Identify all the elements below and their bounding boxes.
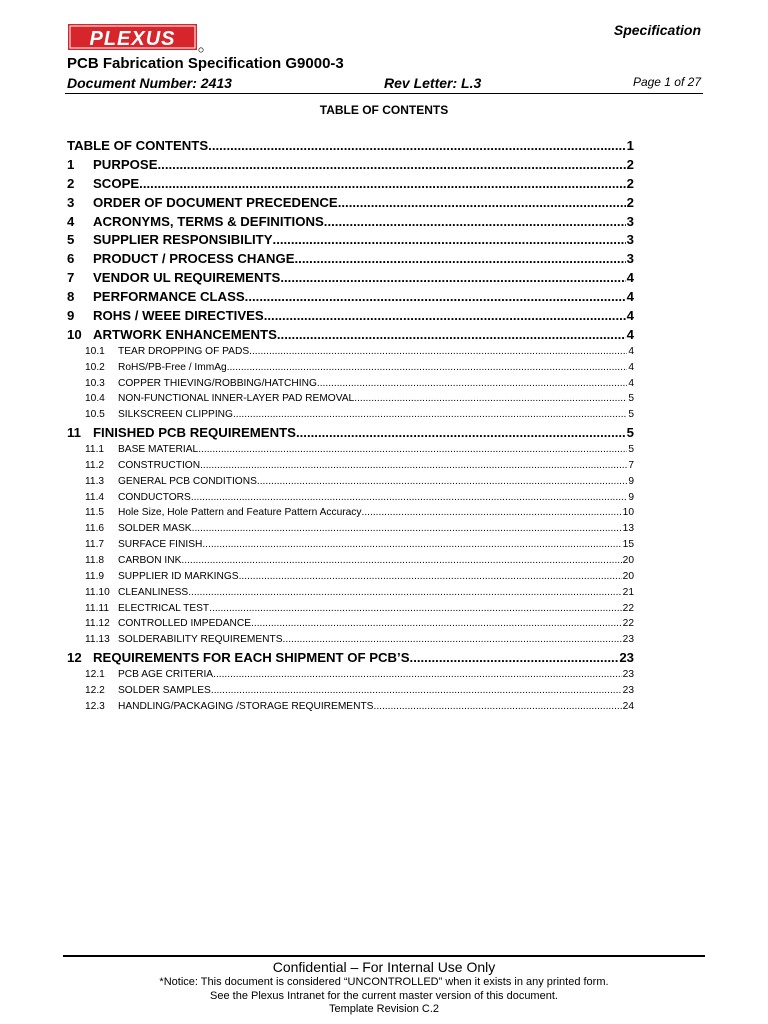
toc-entry-page: 2 xyxy=(626,194,634,210)
template-revision: Template Revision C.2 xyxy=(328,1003,440,1015)
toc-entry-number: 5 xyxy=(67,232,75,248)
toc-entry-page: 2 xyxy=(626,156,634,172)
toc-entry-number: 12.1 xyxy=(85,669,105,681)
toc-entry[interactable] xyxy=(67,618,634,634)
toc-entry-number: 1 xyxy=(67,156,75,172)
toc-entry-page: 7 xyxy=(628,459,634,471)
svg-text:PLEXUS: PLEXUS xyxy=(89,28,176,50)
toc-entry-title: CONTROLLED IMPEDANCE xyxy=(118,618,252,630)
toc-entry-page: 4 xyxy=(626,289,634,305)
toc-dot-leader xyxy=(211,685,622,696)
toc-dot-leader xyxy=(410,650,619,665)
revision-letter: Rev Letter: L.3 xyxy=(384,75,482,91)
toc-entry[interactable] xyxy=(67,701,634,717)
specification-title: PCB Fabrication Specification G9000-3 xyxy=(67,55,344,72)
toc-dot-leader xyxy=(192,523,622,534)
toc-entry-page: 10 xyxy=(622,507,634,519)
toc-entry-title: NON-FUNCTIONAL INNER-LAYER PAD REMOVAL xyxy=(118,393,355,405)
toc-entry-page: 3 xyxy=(626,232,634,248)
toc-entry-number: 11.12 xyxy=(85,618,110,630)
toc-dot-leader xyxy=(198,444,627,455)
intranet-notice: See the Plexus Intranet for the current master version of this document. xyxy=(210,989,558,1002)
toc-entry[interactable] xyxy=(67,176,634,195)
toc-entry-page: 9 xyxy=(628,475,634,487)
toc-entry-page: 23 xyxy=(622,684,634,696)
toc-entry-page: 22 xyxy=(622,602,634,614)
toc-entry-number: 10.4 xyxy=(85,393,105,405)
toc-entry-number: 11.6 xyxy=(85,523,105,535)
toc-entry-title: SOLDER MASK xyxy=(118,523,192,535)
toc-dot-leader xyxy=(213,669,622,680)
toc-dot-leader xyxy=(239,571,622,582)
toc-entry-page: 22 xyxy=(622,618,634,630)
toc-entry-page: 1 xyxy=(626,138,634,153)
toc-entry-page: 20 xyxy=(622,570,634,582)
toc-entry[interactable] xyxy=(67,327,634,346)
toc-entry[interactable] xyxy=(67,425,634,444)
toc-entry-number: 12 xyxy=(67,650,82,666)
toc-entry-title: PCB AGE CRITERIA xyxy=(118,669,214,681)
toc-entry[interactable] xyxy=(67,587,634,603)
toc-entry-title: TEAR DROPPING OF PADS xyxy=(118,345,250,357)
toc-entry-page: 5 xyxy=(628,409,634,421)
toc-dot-leader xyxy=(280,270,625,285)
toc-entry[interactable] xyxy=(67,195,634,214)
toc-entry-number: 7 xyxy=(67,270,75,286)
toc-entry[interactable] xyxy=(67,444,634,460)
toc-entry-page: 5 xyxy=(628,443,634,455)
toc-entry-number: 3 xyxy=(67,194,75,210)
toc-entry-number: 8 xyxy=(67,289,75,305)
toc-entry-title: SCOPE xyxy=(93,175,140,191)
toc-entry[interactable] xyxy=(67,669,634,685)
toc-entry-number: 12.3 xyxy=(85,700,105,712)
toc-entry-number: 4 xyxy=(67,213,75,229)
toc-entry-page: 3 xyxy=(626,213,634,229)
toc-entry-page: 5 xyxy=(628,393,634,405)
toc-entry-title: PERFORMANCE CLASS xyxy=(93,289,245,305)
toc-dot-leader xyxy=(188,587,621,598)
toc-entry[interactable] xyxy=(67,650,634,669)
toc-entry-page: 13 xyxy=(622,523,634,535)
toc-entry-title: ACRONYMS, TERMS & DEFINITIONS xyxy=(93,213,324,229)
toc-entry[interactable] xyxy=(67,362,634,378)
toc-entry-number: 11.13 xyxy=(85,634,110,646)
toc-entry[interactable] xyxy=(67,571,634,587)
toc-dot-leader xyxy=(251,618,622,629)
toc-entry-number: 6 xyxy=(67,251,75,267)
toc-dot-leader xyxy=(191,492,628,503)
toc-entry-page: 23 xyxy=(622,669,634,681)
toc-entry-title: HANDLING/PACKAGING /STORAGE REQUIREMENTS xyxy=(118,700,374,712)
toc-entry-title: BASE MATERIAL xyxy=(118,443,199,455)
toc-entry-title: TABLE OF CONTENTS xyxy=(67,138,209,153)
toc-entry-page: 2 xyxy=(626,175,634,191)
toc-entry[interactable] xyxy=(67,603,634,619)
toc-dot-leader xyxy=(257,476,627,487)
toc-entry-title: PURPOSE xyxy=(93,156,158,172)
document-number: Document Number: 2413 xyxy=(67,75,232,91)
toc-dot-leader xyxy=(317,378,627,389)
toc-entry-number: 11.7 xyxy=(85,539,105,551)
toc-entry-title: VENDOR UL REQUIREMENTS xyxy=(93,270,281,286)
toc-entry[interactable] xyxy=(67,685,634,701)
uncontrolled-notice: *Notice: This document is considered “UNCONTROLLED” when it exists in any printed form. xyxy=(159,976,609,988)
toc-entry-number: 11.11 xyxy=(85,602,109,614)
toc-entry-number: 10.1 xyxy=(85,345,105,357)
page-number: Page 1 of 27 xyxy=(632,75,701,89)
toc-entry[interactable] xyxy=(67,232,634,251)
toc-entry-title: CONSTRUCTION xyxy=(118,459,201,471)
table-of-contents xyxy=(67,138,634,717)
toc-entry-number: 10 xyxy=(67,326,82,342)
toc-entry-number: 10.2 xyxy=(85,361,105,373)
toc-entry-title: SOLDERABILITY REQUIREMENTS xyxy=(118,634,283,646)
toc-entry-page: 4 xyxy=(626,308,634,324)
toc-dot-leader xyxy=(249,346,627,357)
document-type-label: Specification xyxy=(613,22,701,38)
toc-entry-number: 9 xyxy=(67,308,75,324)
toc-entry-number: 11.8 xyxy=(85,555,105,566)
toc-entry[interactable] xyxy=(67,378,634,394)
toc-entry-title: PRODUCT / PROCESS CHANGE xyxy=(93,251,295,267)
toc-entry-number: 11 xyxy=(67,425,81,441)
toc-entry-page: 24 xyxy=(622,700,634,712)
toc-entry-page: 23 xyxy=(619,650,634,666)
toc-entry-number: 11.2 xyxy=(85,459,105,471)
toc-dot-leader xyxy=(273,232,626,247)
toc-entry[interactable] xyxy=(67,157,634,176)
toc-entry[interactable] xyxy=(67,251,634,270)
toc-entry[interactable] xyxy=(67,393,634,409)
toc-dot-leader xyxy=(233,409,627,420)
toc-entry-number: 10.5 xyxy=(85,409,105,421)
toc-dot-leader xyxy=(338,195,626,210)
toc-dot-leader xyxy=(324,214,626,229)
footer-divider xyxy=(63,955,705,957)
toc-entry-title: FINISHED PCB REQUIREMENTS xyxy=(93,425,296,441)
toc-dot-leader xyxy=(277,327,626,342)
toc-entry-page: 4 xyxy=(628,361,634,373)
plexus-logo xyxy=(68,24,204,54)
toc-entry-title: ARTWORK ENHANCEMENTS xyxy=(93,326,277,342)
toc-entry-number: 11.3 xyxy=(85,475,105,487)
toc-entry-title: SOLDER SAMPLES xyxy=(118,684,211,696)
document-info-row xyxy=(67,75,701,93)
toc-entry-page: 5 xyxy=(626,425,634,441)
header-divider xyxy=(65,93,703,94)
toc-entry-title: SUPPLIER ID MARKINGS xyxy=(118,570,239,582)
toc-entry[interactable] xyxy=(67,308,634,327)
toc-entry-page: 20 xyxy=(622,555,634,566)
toc-entry-number: 12.2 xyxy=(85,684,105,696)
toc-entry[interactable] xyxy=(67,539,634,555)
toc-entry-page: 4 xyxy=(628,345,634,357)
toc-entry-page: 15 xyxy=(622,539,634,551)
toc-entry-number: 11.4 xyxy=(85,491,105,503)
toc-entry-number: 10.3 xyxy=(85,377,105,389)
toc-dot-leader xyxy=(283,634,622,645)
confidential-notice: Confidential – For Internal Use Only xyxy=(272,959,496,975)
toc-entry-number: 11.9 xyxy=(85,570,105,582)
toc-entry-title: RoHS/PB-Free / ImmAg xyxy=(118,361,227,373)
toc-entry[interactable] xyxy=(67,476,634,492)
toc-entry[interactable] xyxy=(67,409,634,425)
toc-entry-page: 4 xyxy=(626,326,634,342)
toc-entry-title: ROHS / WEEE DIRECTIVES xyxy=(93,308,264,324)
toc-dot-leader xyxy=(296,425,626,440)
toc-dot-leader xyxy=(139,176,625,191)
toc-entry[interactable] xyxy=(67,346,634,362)
toc-entry-page: 3 xyxy=(626,251,634,267)
toc-entry[interactable] xyxy=(67,523,634,539)
toc-heading: TABLE OF CONTENTS xyxy=(319,103,449,117)
toc-dot-leader xyxy=(208,138,626,153)
toc-entry-number: 11.5 xyxy=(85,507,105,519)
toc-dot-leader xyxy=(200,460,627,471)
toc-entry-title: SURFACE FINISH xyxy=(118,539,203,551)
toc-entry-title: GENERAL PCB CONDITIONS xyxy=(118,475,257,487)
toc-dot-leader xyxy=(245,289,626,304)
toc-dot-leader xyxy=(158,157,626,172)
toc-entry-page: 4 xyxy=(626,270,634,286)
toc-entry-title: CLEANLINESS xyxy=(118,586,189,598)
toc-dot-leader xyxy=(227,362,628,373)
toc-entry-title: Hole Size, Hole Pattern and Feature Pattern Accuracy xyxy=(118,507,362,519)
toc-dot-leader xyxy=(264,308,626,323)
toc-entry[interactable] xyxy=(67,138,634,157)
toc-dot-leader xyxy=(181,555,621,566)
toc-entry[interactable] xyxy=(67,460,634,476)
toc-entry-number: 11.10 xyxy=(85,586,110,598)
toc-dot-leader xyxy=(354,393,627,404)
toc-entry[interactable] xyxy=(67,492,634,508)
toc-entry-page: 23 xyxy=(622,634,634,646)
toc-entry-page: 4 xyxy=(628,377,634,389)
toc-entry-page: 9 xyxy=(628,491,634,503)
toc-entry-title: CARBON INK xyxy=(118,555,182,566)
toc-entry-number: 11.1 xyxy=(85,443,105,455)
toc-entry-number: 2 xyxy=(67,175,75,191)
toc-entry-title: CONDUCTORS xyxy=(118,491,191,503)
toc-entry[interactable] xyxy=(67,634,634,650)
toc-entry-title: SUPPLIER RESPONSIBILITY xyxy=(93,232,273,248)
toc-entry[interactable] xyxy=(67,289,634,308)
toc-entry[interactable] xyxy=(67,507,634,523)
toc-dot-leader xyxy=(295,251,626,266)
footer-notice xyxy=(0,976,768,1017)
toc-dot-leader xyxy=(202,539,621,550)
toc-entry-title: COPPER THIEVING/ROBBING/HATCHING xyxy=(118,377,317,389)
toc-entry[interactable] xyxy=(67,555,634,571)
toc-entry[interactable] xyxy=(67,270,634,289)
toc-dot-leader xyxy=(362,507,622,518)
toc-entry-title: ELECTRICAL TEST xyxy=(118,602,210,614)
toc-entry-title: REQUIREMENTS FOR EACH SHIPMENT OF PCB’S xyxy=(93,650,410,666)
toc-dot-leader xyxy=(373,701,621,712)
toc-entry-page: 21 xyxy=(622,586,634,598)
toc-entry[interactable] xyxy=(67,214,634,233)
toc-entry-title: ORDER OF DOCUMENT PRECEDENCE xyxy=(93,194,338,210)
toc-entry-title: SILKSCREEN CLIPPING xyxy=(118,409,233,421)
toc-dot-leader xyxy=(209,603,622,614)
